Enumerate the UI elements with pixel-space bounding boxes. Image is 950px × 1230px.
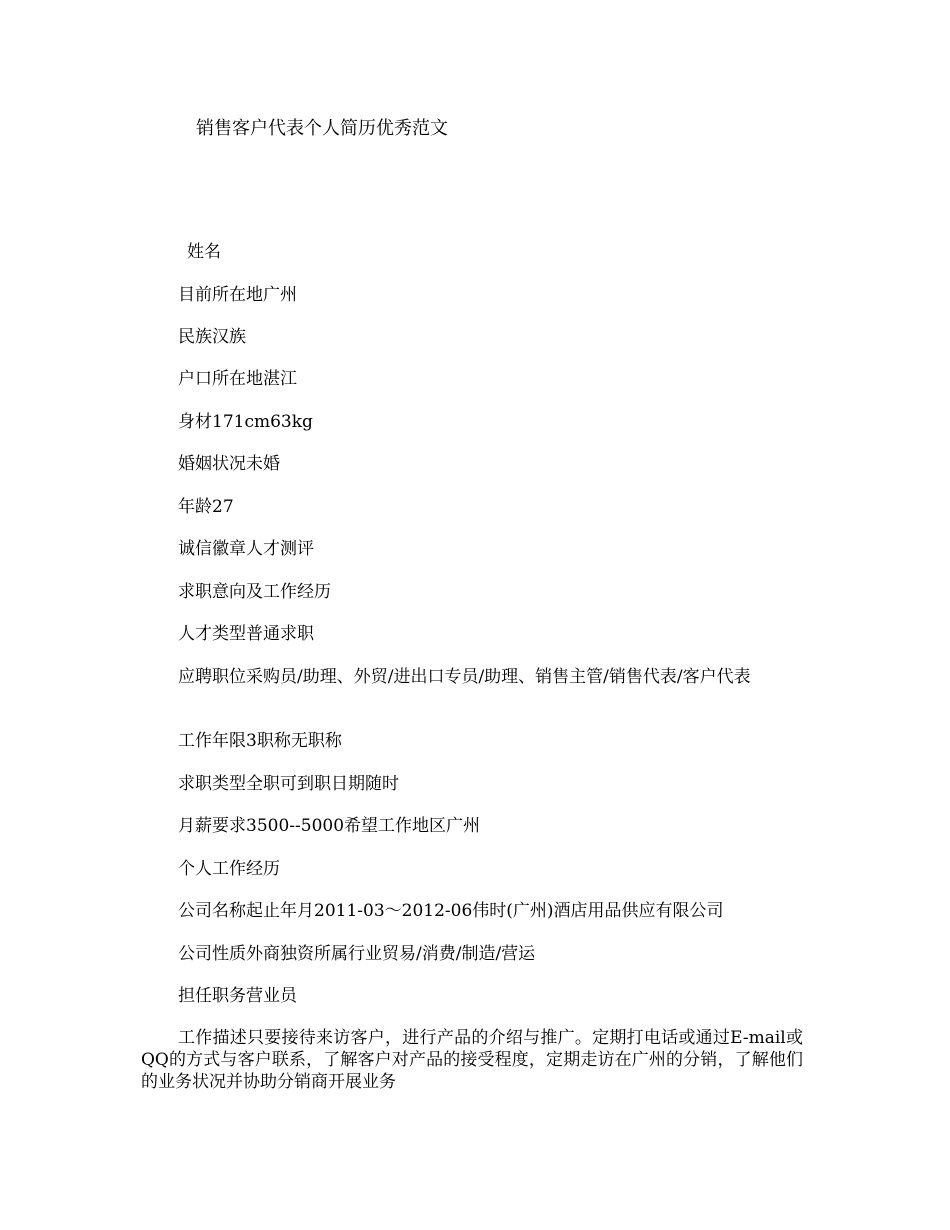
field-desired-positions: 应聘职位采购员/助理、外贸/进出口专员/助理、销售主管/销售代表/客户代表 [178, 667, 751, 687]
field-company-nature: 公司性质外商独资所属行业贸易/消费/制造/营运 [178, 944, 536, 964]
field-years-title: 工作年限3职称无职称 [178, 731, 342, 751]
field-name: 姓名 [187, 242, 221, 262]
field-hukou: 户口所在地湛江 [178, 369, 297, 389]
field-salary-area: 月薪要求3500--5000希望工作地区广州 [178, 816, 481, 836]
field-marital-status: 婚姻状况未婚 [178, 454, 280, 474]
document-title: 销售客户代表个人简历优秀范文 [196, 118, 448, 139]
field-job-type: 求职类型全职可到职日期随时 [178, 774, 399, 794]
section-intent-experience: 求职意向及工作经历 [178, 582, 331, 602]
field-body: 身材171cm63kg [178, 412, 313, 432]
field-company: 公司名称起止年月2011-03～2012-06伟时(广州)酒店用品供应有限公司 [178, 901, 724, 921]
field-location: 目前所在地广州 [178, 285, 297, 305]
field-position-held: 担任职务营业员 [178, 986, 297, 1006]
field-ethnicity: 民族汉族 [178, 327, 246, 347]
field-age: 年龄27 [178, 497, 234, 517]
field-talent-type: 人才类型普通求职 [178, 624, 314, 644]
field-job-description: 工作描述只要接待来访客户，进行产品的介绍与推广。定期打电话或通过E-mail或QQ的方式与客户联系，了解客户对产品的接受程度，定期走访在广州的分销，了解他们的业务状况并协助分销商开展业务 [141, 1028, 803, 1092]
field-integrity-badge: 诚信徽章人才测评 [178, 539, 314, 559]
section-work-history: 个人工作经历 [178, 859, 280, 879]
